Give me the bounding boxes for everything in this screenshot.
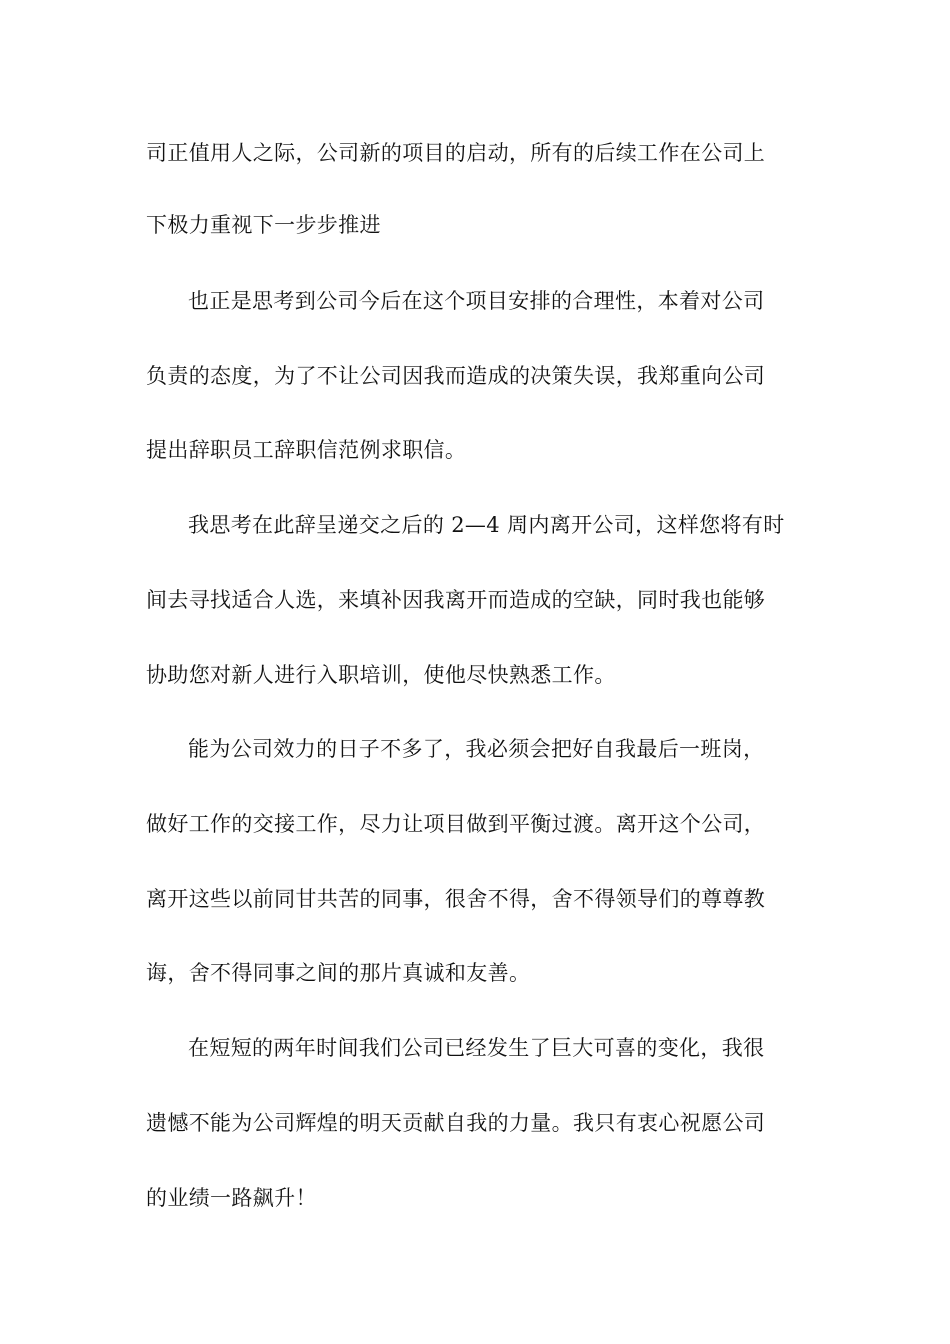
text-line: 遗憾不能为公司辉煌的明天贡献自我的力量。我只有衷心祝愿公司 [146,1111,766,1135]
paragraph-start-line: 在短短的两年时间我们公司已经发生了巨大可喜的变化，我很 [188,1036,765,1060]
text-line: 离开这些以前同甘共苦的同事，很舍不得，舍不得领导们的尊尊教 [146,887,766,911]
paragraph-start-line: 也正是思考到公司今后在这个项目安排的合理性，本着对公司 [188,289,765,313]
text-line: 负责的态度，为了不让公司因我而造成的决策失误，我郑重向公司 [146,364,766,388]
text-line: 的业绩一路飙升！ [146,1186,317,1210]
text-line: 协助您对新人进行入职培训，使他尽快熟悉工作。 [146,663,616,687]
text-line: 司正值用人之际，公司新的项目的启动，所有的后续工作在公司上 [146,141,766,165]
text-line: 间去寻找适合人选，来填补因我离开而造成的空缺，同时我也能够 [146,588,766,612]
text-line: 诲，舍不得同事之间的那片真诚和友善。 [146,961,531,985]
paragraph-start-line: 我思考在此辞呈递交之后的 2—4 周内离开公司，这样您将有时 [188,513,785,537]
text-line: 提出辞职员工辞职信范例求职信。 [146,438,467,462]
text-line: 下极力重视下一步步推进 [146,213,381,237]
paragraph-start-line: 能为公司效力的日子不多了，我必须会把好自我最后一班岗， [188,737,765,761]
text-line: 做好工作的交接工作，尽力让项目做到平衡过渡。离开这个公司， [146,812,766,836]
